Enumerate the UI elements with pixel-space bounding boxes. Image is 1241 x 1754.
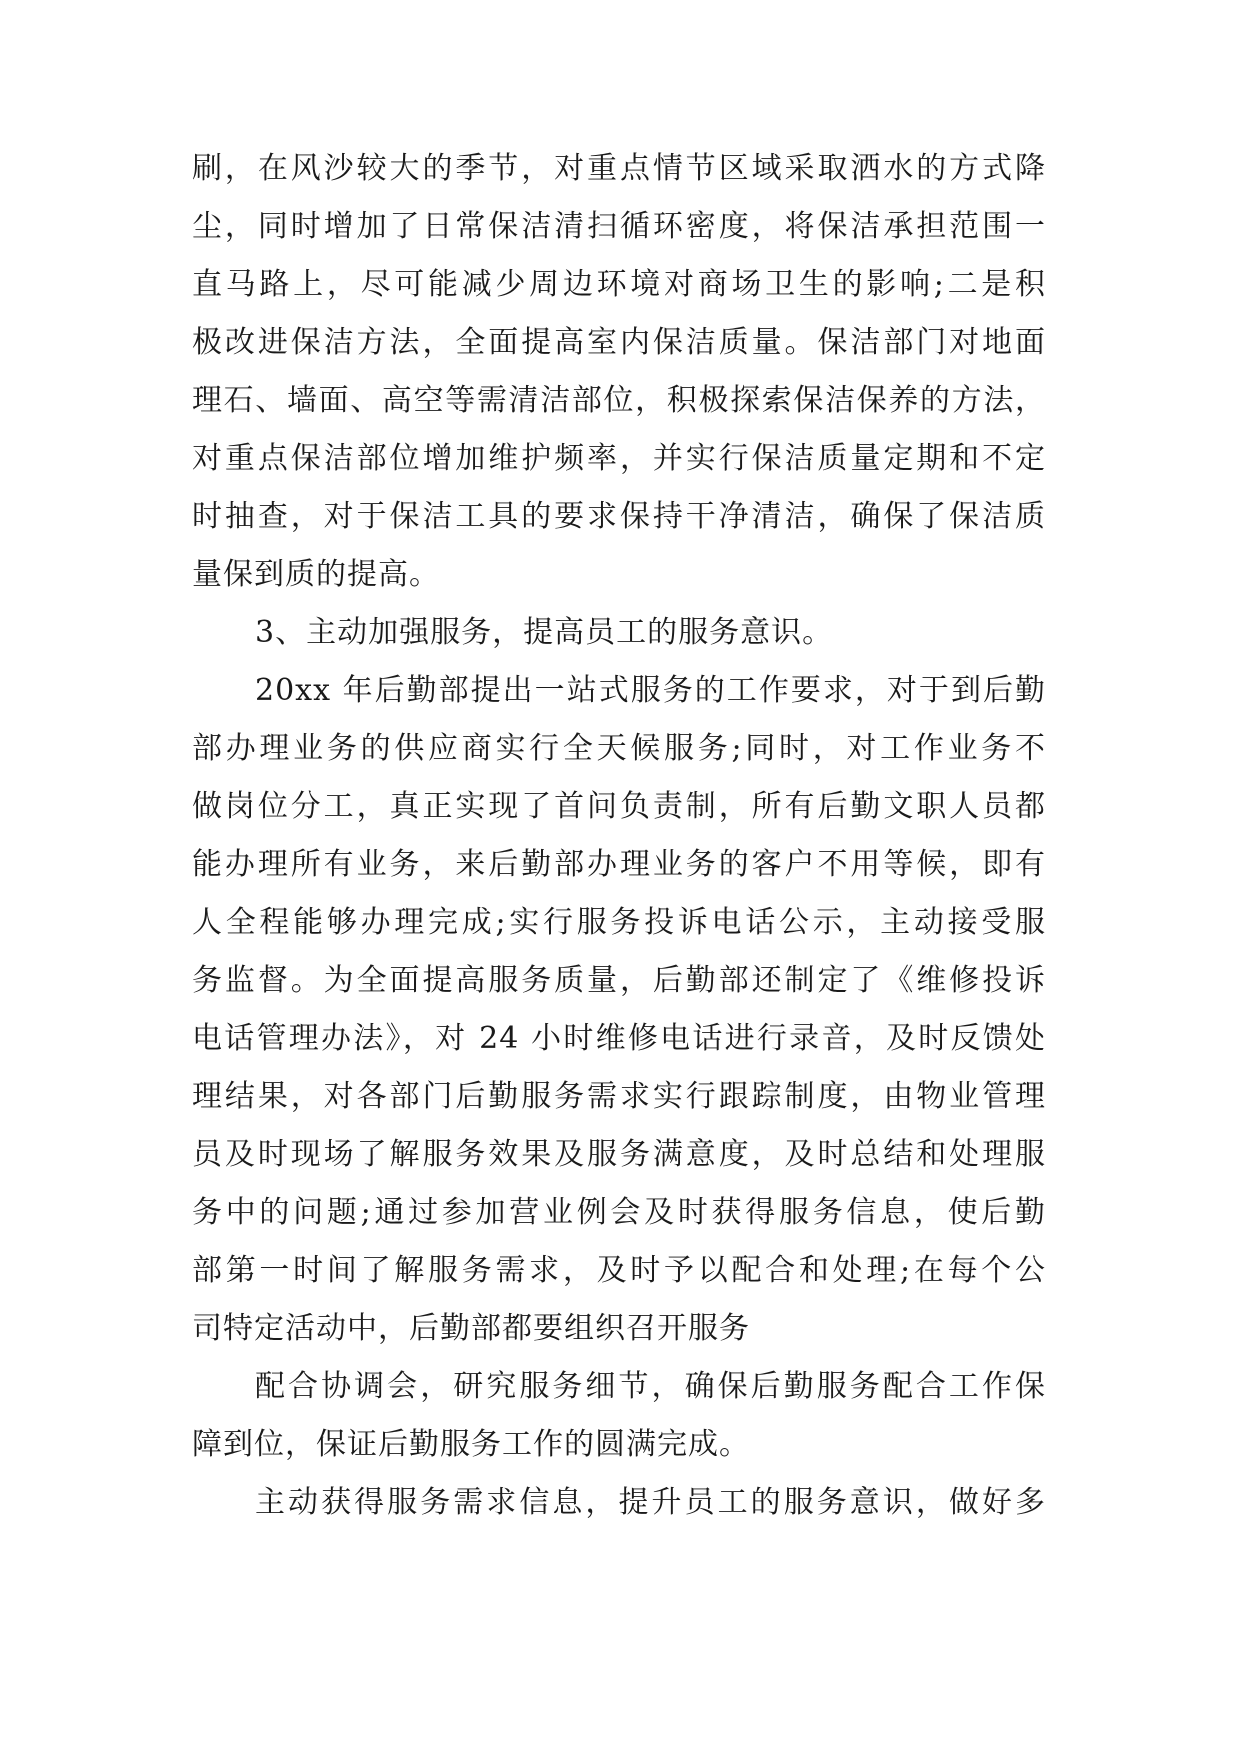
text-line: 人全程能够办理完成;实行服务投诉电话公示，主动接受服 — [192, 905, 1046, 940]
text-line: 障到位，保证后勤服务工作的圆满完成。 — [192, 1427, 750, 1462]
text-line: 理结果，对各部门后勤服务需求实行跟踪制度，由物业管理 — [192, 1079, 1046, 1114]
text-line: 对重点保洁部位增加维护频率，并实行保洁质量定期和不定 — [192, 441, 1046, 476]
text-line: 电话管理办法》，对 24 小时维修电话进行录音，及时反馈处 — [192, 1021, 1046, 1056]
text-line: 司特定活动中，后勤部都要组织召开服务 — [192, 1311, 750, 1346]
text-line: 理石、墙面、高空等需清洁部位，积极探索保洁保养的方法， — [192, 383, 1046, 418]
text-line: 配合协调会，研究服务细节，确保后勤服务配合工作保 — [255, 1369, 1046, 1404]
text-line: 做岗位分工，真正实现了首问负责制，所有后勤文职人员都 — [192, 789, 1046, 824]
text-line: 部第一时间了解服务需求，及时予以配合和处理;在每个公 — [192, 1253, 1046, 1288]
text-line: 时抽查，对于保洁工具的要求保持干净清洁，确保了保洁质 — [192, 499, 1046, 534]
text-line: 尘，同时增加了日常保洁清扫循环密度，将保洁承担范围一 — [192, 209, 1046, 244]
text-line: 能办理所有业务，来后勤部办理业务的客户不用等候，即有 — [192, 847, 1046, 882]
text-line: 务监督。为全面提高服务质量，后勤部还制定了《维修投诉 — [192, 963, 1046, 998]
text-line: 部办理业务的供应商实行全天候服务;同时，对工作业务不 — [192, 731, 1046, 766]
text-line: 刷，在风沙较大的季节，对重点情节区域采取洒水的方式降 — [192, 151, 1046, 186]
text-line: 员及时现场了解服务效果及服务满意度，及时总结和处理服 — [192, 1137, 1046, 1172]
text-line: 主动获得服务需求信息，提升员工的服务意识，做好多 — [255, 1485, 1046, 1520]
text-line: 务中的问题;通过参加营业例会及时获得服务信息，使后勤 — [192, 1195, 1046, 1230]
text-line: 直马路上，尽可能减少周边环境对商场卫生的影响;二是积 — [192, 267, 1046, 302]
text-line: 极改进保洁方法，全面提高室内保洁质量。保洁部门对地面 — [192, 325, 1046, 360]
text-line: 20xx 年后勤部提出一站式服务的工作要求，对于到后勤 — [255, 673, 1046, 708]
section-heading: 3、主动加强服务，提高员工的服务意识。 — [255, 615, 834, 650]
text-line: 量保到质的提高。 — [192, 557, 440, 592]
